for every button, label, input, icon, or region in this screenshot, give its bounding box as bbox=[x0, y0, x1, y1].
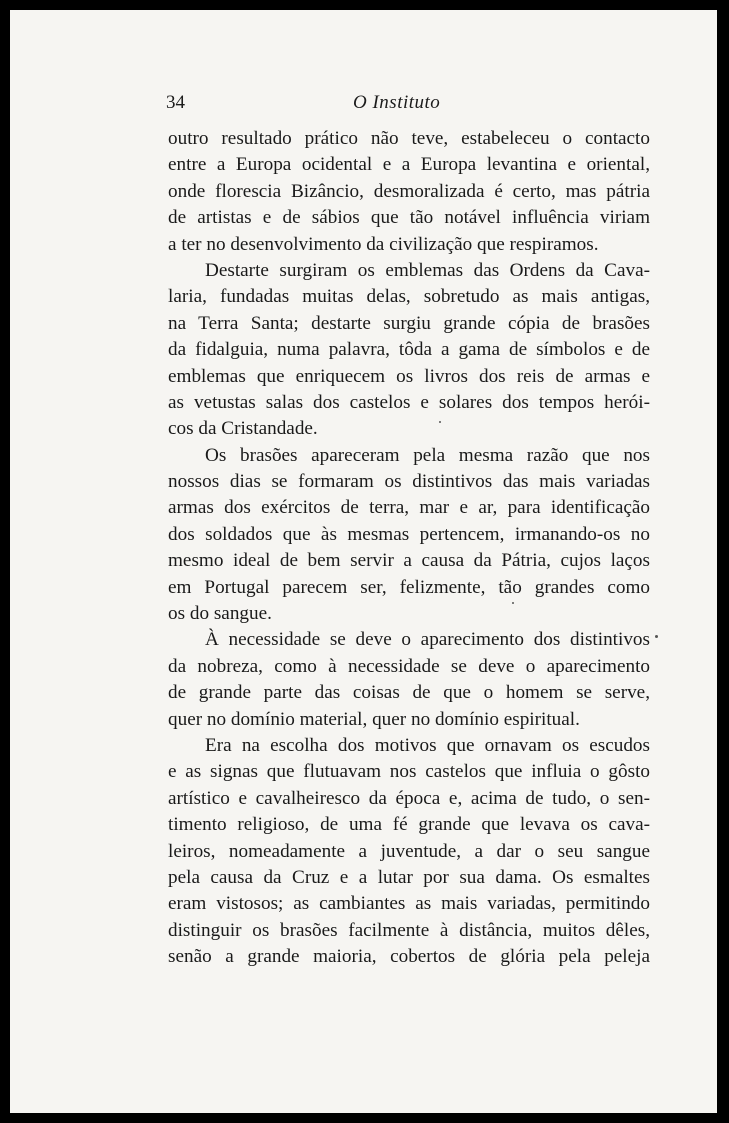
text-line: entre a Europa ocidental e a Europa levantina e oriental, bbox=[168, 154, 650, 176]
text-line: timento religioso, de uma fé grande que levava os cava- bbox=[168, 814, 650, 836]
text-line: À necessidade se deve o aparecimento dos distintivos bbox=[205, 629, 650, 651]
text-line: armas dos exércitos de terra, mar e ar, para identificação bbox=[168, 497, 650, 519]
text-line: de grande parte das coisas de que o homem se serve, bbox=[168, 682, 650, 704]
paper-speck bbox=[655, 635, 658, 638]
text-line: Destarte surgiram os emblemas das Ordens da Cava- bbox=[205, 259, 650, 281]
text-line: eram vistosos; as cambiantes as mais variadas, permitindo bbox=[168, 893, 650, 915]
text-line: Era na escolha dos motivos que ornavam os escudos bbox=[205, 734, 650, 756]
text-line: artístico e cavalheiresco da época e, acima de tudo, o sen- bbox=[168, 787, 650, 809]
text-line: Os brasões apareceram pela mesma razão que nos bbox=[205, 444, 650, 466]
page-header bbox=[10, 92, 717, 116]
text-line: distinguir os brasões facilmente à distância, muitos dêles, bbox=[168, 919, 650, 941]
text-line: em Portugal parecem ser, felizmente, tão grandes como bbox=[168, 576, 650, 598]
text-line: as vetustas salas dos castelos e solares dos tempos herói- bbox=[168, 391, 650, 413]
text-line: da fidalguia, numa palavra, tôda a gama de símbolos e de bbox=[168, 339, 650, 361]
text-line: mesmo ideal de bem servir a causa da Pátria, cujos laços bbox=[168, 550, 650, 572]
body-text bbox=[168, 126, 650, 971]
text-line: quer no domínio material, quer no domínio espiritual. bbox=[168, 708, 580, 730]
text-line: dos soldados que às mesmas pertencem, irmanando-os no bbox=[168, 523, 650, 545]
running-title: O Instituto bbox=[353, 92, 441, 113]
text-line: laria, fundadas muitas delas, sobretudo as mais antigas, bbox=[168, 286, 650, 308]
text-line: senão a grande maioria, cobertos de glória pela peleja bbox=[168, 946, 650, 968]
page-number: 34 bbox=[166, 92, 185, 113]
book-page bbox=[10, 10, 717, 1113]
text-line: pela causa da Cruz e a lutar por sua dama. Os esmaltes bbox=[168, 866, 650, 888]
paper-speck bbox=[439, 421, 441, 423]
text-line: de artistas e de sábios que tão notável influência viriam bbox=[168, 207, 650, 229]
text-line: onde florescia Bizâncio, desmoralizada é certo, mas pátria bbox=[168, 180, 650, 202]
text-line: emblemas que enriquecem os livros dos reis de armas e bbox=[168, 365, 650, 387]
text-line: a ter no desenvolvimento da civilização que respiramos. bbox=[168, 233, 599, 255]
text-line: outro resultado prático não teve, estabeleceu o contacto bbox=[168, 128, 650, 149]
text-line: nossos dias se formaram os distintivos das mais variadas bbox=[168, 471, 650, 493]
text-line: na Terra Santa; destarte surgiu grande cópia de brasões bbox=[168, 312, 650, 334]
text-line: cos da Cristandade. bbox=[168, 418, 318, 440]
paper-speck bbox=[512, 602, 514, 604]
text-line: leiros, nomeadamente a juventude, a dar o seu sangue bbox=[168, 840, 650, 862]
text-line: e as signas que flutuavam nos castelos que influia o gôsto bbox=[168, 761, 650, 783]
text-line: os do sangue. bbox=[168, 603, 272, 625]
text-line: da nobreza, como à necessidade se deve o aparecimento bbox=[168, 655, 650, 677]
